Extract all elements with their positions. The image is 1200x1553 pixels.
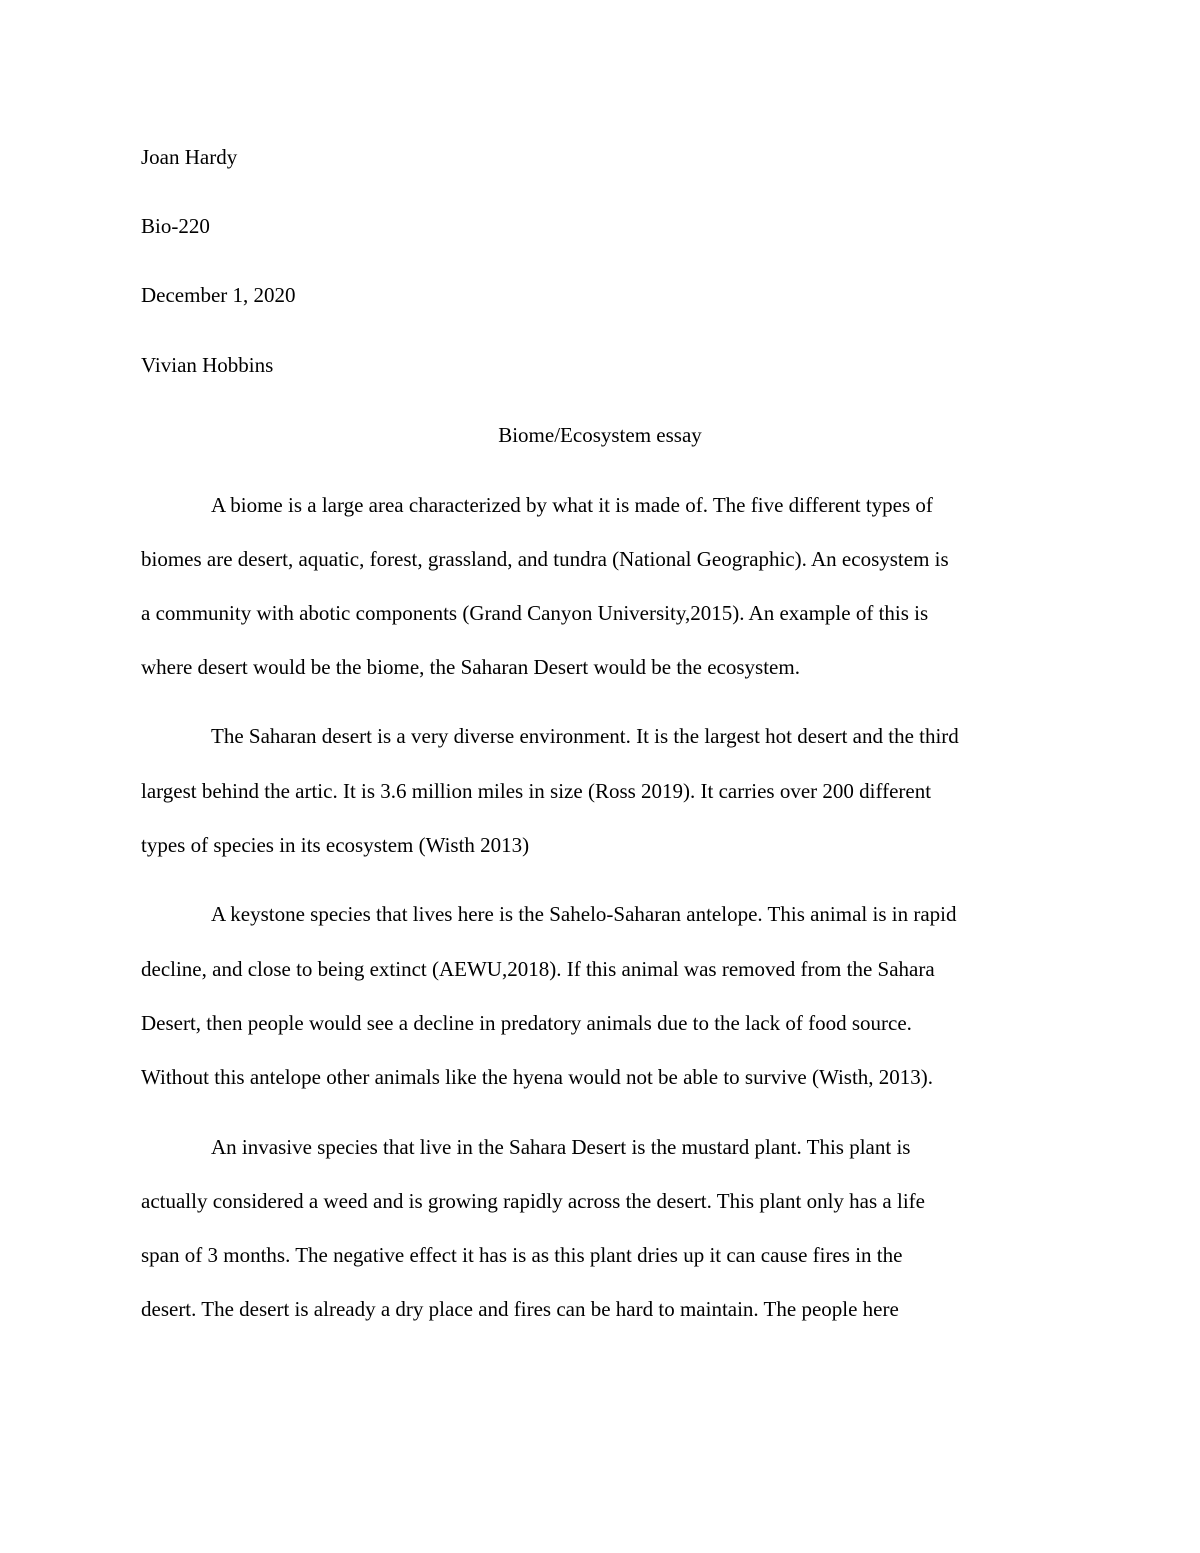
essay-date: December 1, 2020: [141, 283, 296, 307]
student-name: Joan Hardy: [141, 145, 238, 169]
course-name: Bio-220: [141, 214, 210, 238]
paragraph-line: The Saharan desert is a very diverse environment. It is the largest hot desert and the third: [211, 724, 959, 748]
paragraph-line: span of 3 months. The negative effect it has is as this plant dries up it can cause fires in the: [141, 1243, 903, 1267]
paragraph-line: largest behind the artic. It is 3.6 million miles in size (Ross 2019). It carries over 200 different: [141, 779, 932, 803]
paragraph-line: desert. The desert is already a dry place and fires can be hard to maintain. The people here: [141, 1297, 899, 1321]
paragraph-line: decline, and close to being extinct (AEWU,2018). If this animal was removed from the Sahara: [141, 957, 935, 981]
paragraph-line: actually considered a weed and is growing rapidly across the desert. This plant only has a life: [141, 1189, 925, 1213]
paragraph-line: a community with abotic components (Grand Canyon University,2015). An example of this is: [141, 601, 929, 625]
paragraph-line: A keystone species that lives here is the Sahelo-Saharan antelope. This animal is in rapid: [211, 902, 957, 926]
essay-title: Biome/Ecosystem essay: [498, 423, 702, 447]
paragraph-line: where desert would be the biome, the Saharan Desert would be the ecosystem.: [141, 655, 800, 679]
instructor-name: Vivian Hobbins: [141, 353, 274, 377]
paragraph-line: A biome is a large area characterized by what it is made of. The five different types of: [211, 493, 933, 517]
paragraph-line: Desert, then people would see a decline in predatory animals due to the lack of food source.: [141, 1011, 912, 1035]
paragraph-line: biomes are desert, aquatic, forest, grassland, and tundra (National Geographic). An ecosystem is: [141, 547, 949, 571]
paragraph-line: Without this antelope other animals like the hyena would not be able to survive (Wisth, 2013).: [141, 1065, 934, 1089]
paragraph-line: types of species in its ecosystem (Wisth 2013): [141, 833, 530, 857]
paragraph-line: An invasive species that live in the Sahara Desert is the mustard plant. This plant is: [211, 1135, 911, 1159]
